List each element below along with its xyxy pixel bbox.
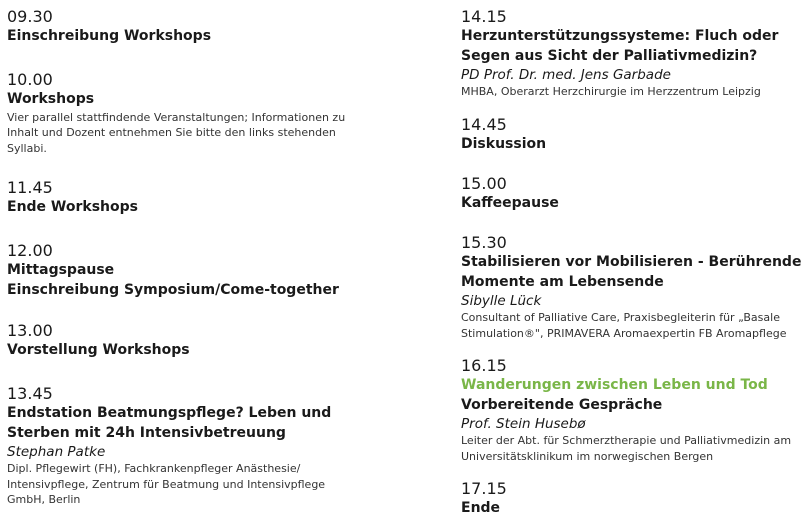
entry-time: 09.30 [7, 7, 53, 26]
schedule-entry [461, 478, 809, 519]
schedule-entry [461, 6, 809, 100]
entry-title: Diskussion [461, 136, 547, 152]
entry-time: 13.45 [7, 384, 53, 403]
entry-title: Vorstellung Workshops [7, 342, 190, 358]
entry-title-secondary: Einschreibung Symposium/Come-together [7, 281, 339, 298]
entry-speaker: Sibylle Lück [461, 293, 542, 309]
entry-speaker: Prof. Stein Husebø [461, 416, 586, 432]
entry-time: 13.00 [7, 321, 53, 340]
entry-description: Dipl. Pflegewirt (FH), Fachkrankenpfleger Anästhesie/ Intensivpflege, Zentrum für Beatmung und Intensivpflege GmbH, Berlin [7, 462, 326, 506]
schedule-entry [7, 383, 352, 508]
entry-title: Einschreibung Workshops [7, 28, 212, 44]
schedule-entry [7, 320, 352, 361]
entry-title: Mittagspause [7, 262, 115, 278]
entry-time: 14.15 [461, 7, 507, 26]
entry-time: 11.45 [7, 178, 53, 197]
schedule-entry [461, 355, 809, 464]
schedule-entry [461, 232, 809, 341]
entry-title: Ende Workshops [7, 199, 138, 215]
entry-highlight-title: Wanderungen zwischen Leben und Tod [461, 377, 768, 393]
schedule-entry [7, 6, 352, 47]
entry-speaker: Stephan Patke [7, 444, 106, 460]
entry-title: Stabilisieren vor Mobilisieren - Berührende Momente am Lebensende [461, 254, 802, 290]
entry-description: Vier parallel stattfindende Veranstaltungen; Informationen zu Inhalt und Dozent entnehmen Sie bitte den links stehenden Syllabi. [7, 110, 346, 155]
entry-description: Leiter der Abt. für Schmerztherapie und Palliativmedizin am Universitätsklinikum im norwegischen Bergen [461, 434, 792, 463]
entry-title: Workshops [7, 91, 95, 107]
entry-time: 16.15 [461, 356, 507, 375]
entry-description: MHBA, Oberarzt Herzchirurgie im Herzzentrum Leipzig [461, 85, 761, 98]
entry-title: Vorbereitende Gespräche [461, 396, 663, 413]
entry-time: 14.45 [461, 115, 507, 134]
entry-speaker: PD Prof. Dr. med. Jens Garbade [461, 67, 671, 83]
entry-title: Endstation Beatmungspflege? Leben und Sterben mit 24h Intensivbetreuung [7, 405, 332, 441]
entry-description: Consultant of Palliative Care, Praxisbegleiterin für „Basale Stimulation®", PRIMAVERA Aromaexpertin FB Aromapflege [461, 311, 787, 340]
entry-time: 17.15 [461, 479, 507, 498]
entry-time: 15.30 [461, 233, 507, 252]
entry-time: 12.00 [7, 241, 53, 260]
schedule-entry [7, 240, 352, 300]
schedule-entry [461, 173, 809, 214]
entry-title: Ende [461, 500, 501, 516]
entry-time: 10.00 [7, 70, 53, 89]
schedule-entry [7, 69, 352, 156]
entry-time: 15.00 [461, 174, 507, 193]
schedule-entry [7, 177, 352, 218]
entry-title: Kaffeepause [461, 195, 559, 211]
schedule-entry [461, 114, 809, 155]
entry-title: Herzunterstützungssysteme: Fluch oder Segen aus Sicht der Palliativmedizin? [461, 28, 779, 64]
